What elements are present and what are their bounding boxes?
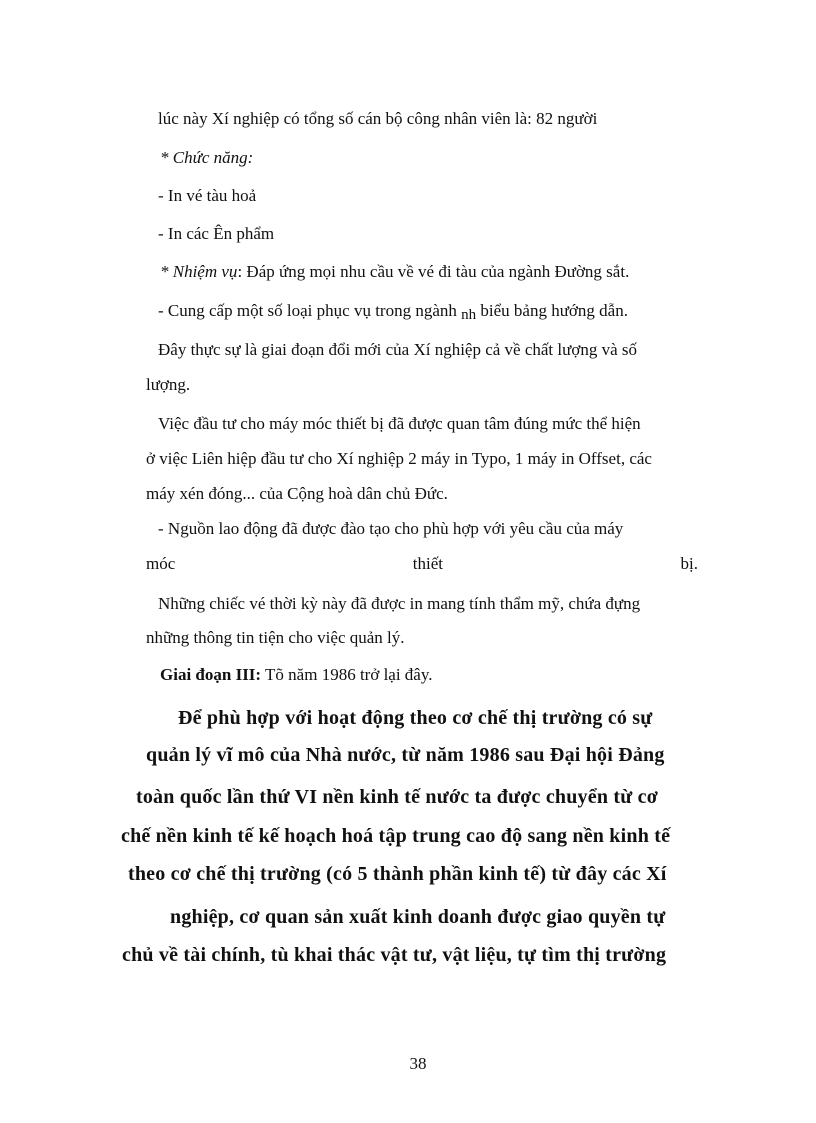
justified-line <box>146 553 698 575</box>
paragraph-line: Những chiếc vé thời kỳ này đã được in mang tính thẩm mỹ, chứa đựng <box>158 594 641 613</box>
paragraph-line: lượng. <box>146 375 191 394</box>
paragraph-line: - Nguồn lao động đã được đào tạo cho phù hợp với yêu cầu của máy <box>158 519 624 538</box>
list-item: - In các Ên phẩm <box>158 224 275 243</box>
paragraph-line: Đây thực sự là giai đoạn đổi mới của Xí nghiệp cả về chất lượng và số <box>158 340 637 359</box>
section-line-tasks <box>160 261 629 283</box>
paragraph-line: lúc này Xí nghiệp có tổng số cán bộ công nhân viên là: 82 người <box>158 109 598 128</box>
list-item-text: biểu bảng hướng dẫn. <box>476 301 628 320</box>
section-heading-functions: * Chức năng: <box>160 148 254 167</box>
page-number: 38 <box>409 1054 427 1073</box>
tasks-label: * Nhiệm vụ <box>160 262 238 281</box>
bold-paragraph-line: nghiệp, cơ quan sản xuất kinh doanh được giao quyền tự <box>170 906 666 928</box>
stage-text: Tõ năm 1986 trở lại đây. <box>261 665 433 684</box>
stray-text: nh <box>461 307 477 323</box>
stage-label: Giai đoạn III: <box>160 665 262 684</box>
paragraph-line: máy xén đóng... của Cộng hoà dân chủ Đức. <box>146 484 448 503</box>
word: móc <box>146 554 176 573</box>
paragraph-line: những thông tin tiện cho việc quản lý. <box>146 628 405 647</box>
list-item: - In vé tàu hoả <box>158 186 257 205</box>
paragraph-line: ở việc Liên hiệp đầu tư cho Xí nghiệp 2 máy in Typo, 1 máy in Offset, các <box>146 449 652 468</box>
word: thiết <box>412 554 443 573</box>
bold-paragraph-line: Để phù hợp với hoạt động theo cơ chế thị trường có sự <box>178 707 653 729</box>
paragraph-line: Việc đầu tư cho máy móc thiết bị đã được quan tâm đúng mức thể hiện <box>158 414 641 433</box>
list-item-text: - Cung cấp một số loại phục vụ trong ngành <box>158 301 462 320</box>
word: bị. <box>680 554 698 573</box>
tasks-text: : Đáp ứng mọi nhu cầu về vé đi tàu của ngành Đường sắt. <box>237 262 630 281</box>
bold-paragraph-line: theo cơ chế thị trường (có 5 thành phần kinh tế) từ đây các Xí <box>128 863 667 885</box>
bold-paragraph-line: chế nền kinh tế kế hoạch hoá tập trung cao độ sang nền kinh tế <box>121 825 671 847</box>
bold-paragraph-line: chủ về tài chính, tù khai thác vật tư, vật liệu, tự tìm thị trường <box>122 944 667 966</box>
stage-heading <box>160 664 433 686</box>
bold-paragraph-line: toàn quốc lần thứ VI nền kinh tế nước ta được chuyển từ cơ <box>136 786 658 808</box>
bold-paragraph-line: quản lý vĩ mô của Nhà nước, từ năm 1986 sau Đại hội Đảng <box>146 744 665 766</box>
list-item <box>158 300 628 323</box>
